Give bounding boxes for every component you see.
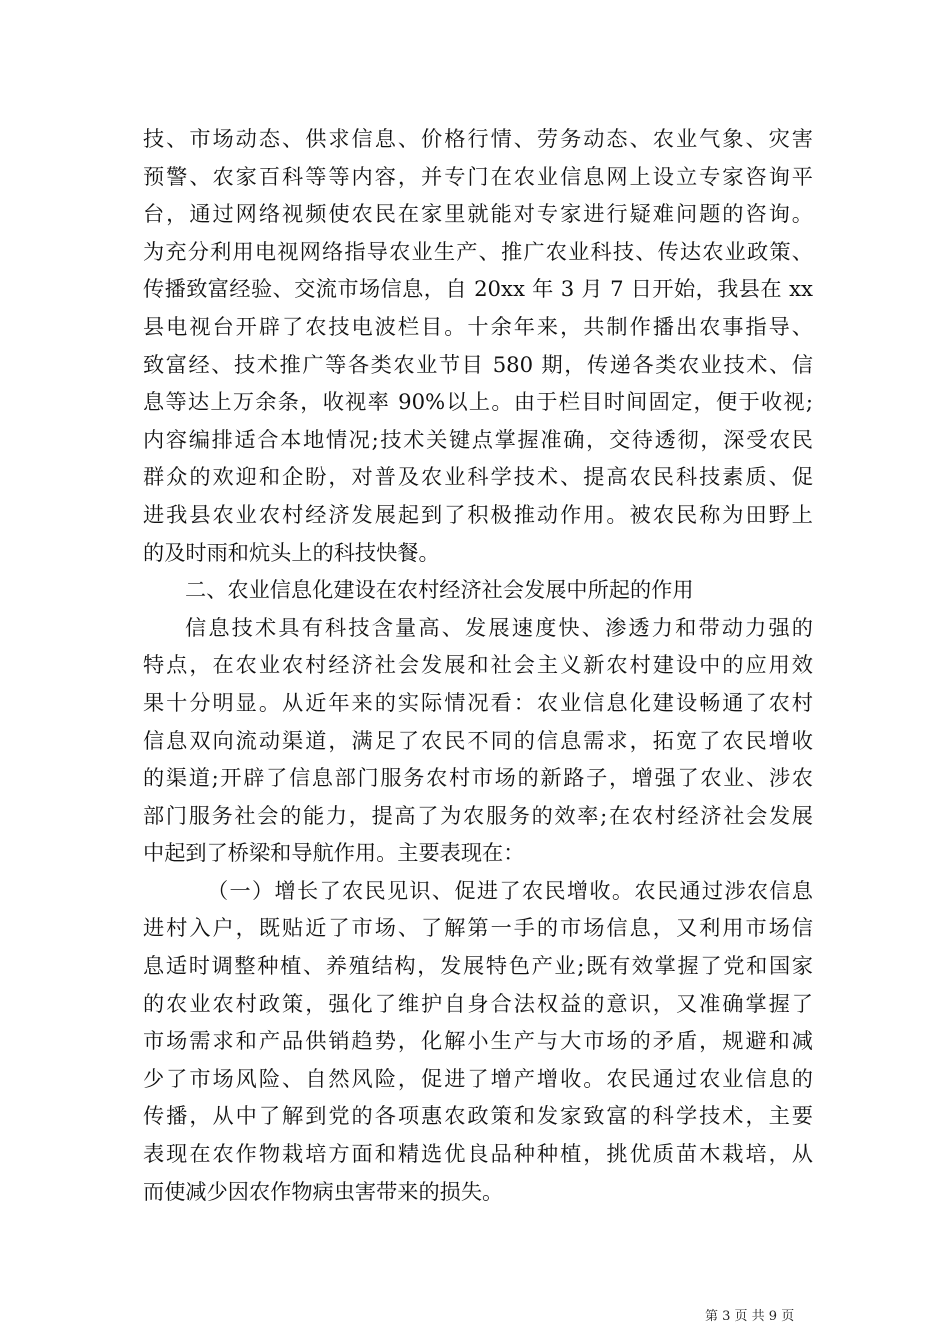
text-line: 中起到了桥梁和导航作用。主要表现在： [143,840,525,866]
subsection-line: （一）增长了农民见识、促进了农民增收。农民通过涉农信息 [207,877,813,903]
text-line: 预警、农家百科等等内容，并专门在农业信息网上设立专家咨询平 [143,163,813,189]
text-line: 内容编排适合本地情况;技术关键点掌握准确，交待透彻，深受农民 [143,426,813,452]
text-line: 信息技术具有科技含量高、发展速度快、渗透力和带动力强的 [185,614,813,640]
text-line: 进我县农业农村经济发展起到了积极推动作用。被农民称为田野上 [143,501,813,527]
text-line: 果十分明显。从近年来的实际情况看：农业信息化建设畅通了农村 [143,689,813,715]
text-line: 特点，在农业农村经济社会发展和社会主义新农村建设中的应用效 [143,652,813,678]
text-line: 少了市场风险、自然风险，促进了增产增收。农民通过农业信息的 [143,1065,813,1091]
text-line: 息等达上万余条，收视率 90%以上。由于栏目时间固定，便于收视; [143,389,813,415]
text-line: 群众的欢迎和企盼，对普及农业科学技术、提高农民科技素质、促 [143,464,813,490]
body-text [143,120,813,1210]
text-line: 进村入户，既贴近了市场、了解第一手的市场信息，又利用市场信 [143,915,813,941]
text-line: 县电视台开辟了农技电波栏目。十余年来，共制作播出农事指导、 [143,313,813,339]
text-line: 技、市场动态、供求信息、价格行情、劳务动态、农业气象、灾害 [143,126,813,151]
text-line: 传播致富经验、交流市场信息，自 20xx 年 3 月 7 日开始，我县在 xx [143,276,813,302]
section-heading: 二、农业信息化建设在农村经济社会发展中所起的作用 [185,577,694,603]
text-line: 台，通过网络视频使农民在家里就能对专家进行疑难问题的咨询。 [143,201,813,227]
text-line: 为充分利用电视网络指导农业生产、推广农业科技、传达农业政策、 [143,238,813,264]
text-line: 信息双向流动渠道，满足了农民不同的信息需求，拓宽了农民增收 [143,727,813,753]
text-line: 息适时调整种植、养殖结构，发展特色产业;既有效掌握了党和国家 [143,953,813,979]
text-line: 表现在农作物栽培方面和精选优良品种种植，挑优质苗木栽培，从 [143,1141,813,1167]
text-line: 的渠道;开辟了信息部门服务农村市场的新路子，增强了农业、涉农 [143,765,813,791]
page-number: 第 3 页 共 9 页 [705,1309,795,1324]
text-line: 而使减少因农作物病虫害带来的损失。 [143,1178,504,1204]
text-line: 的农业农村政策，强化了维护自身合法权益的意识，又准确掌握了 [143,990,813,1016]
text-line: 部门服务社会的能力，提高了为农服务的效率;在农村经济社会发展 [143,802,813,828]
text-line: 传播，从中了解到党的各项惠农政策和发家致富的科学技术，主要 [143,1103,813,1129]
text-line: 致富经、技术推广等各类农业节目 580 期，传递各类农业技术、信 [143,351,813,377]
text-line: 的及时雨和炕头上的科技快餐。 [143,539,440,565]
text-line: 市场需求和产品供销趋势，化解小生产与大市场的矛盾，规避和减 [143,1028,813,1054]
